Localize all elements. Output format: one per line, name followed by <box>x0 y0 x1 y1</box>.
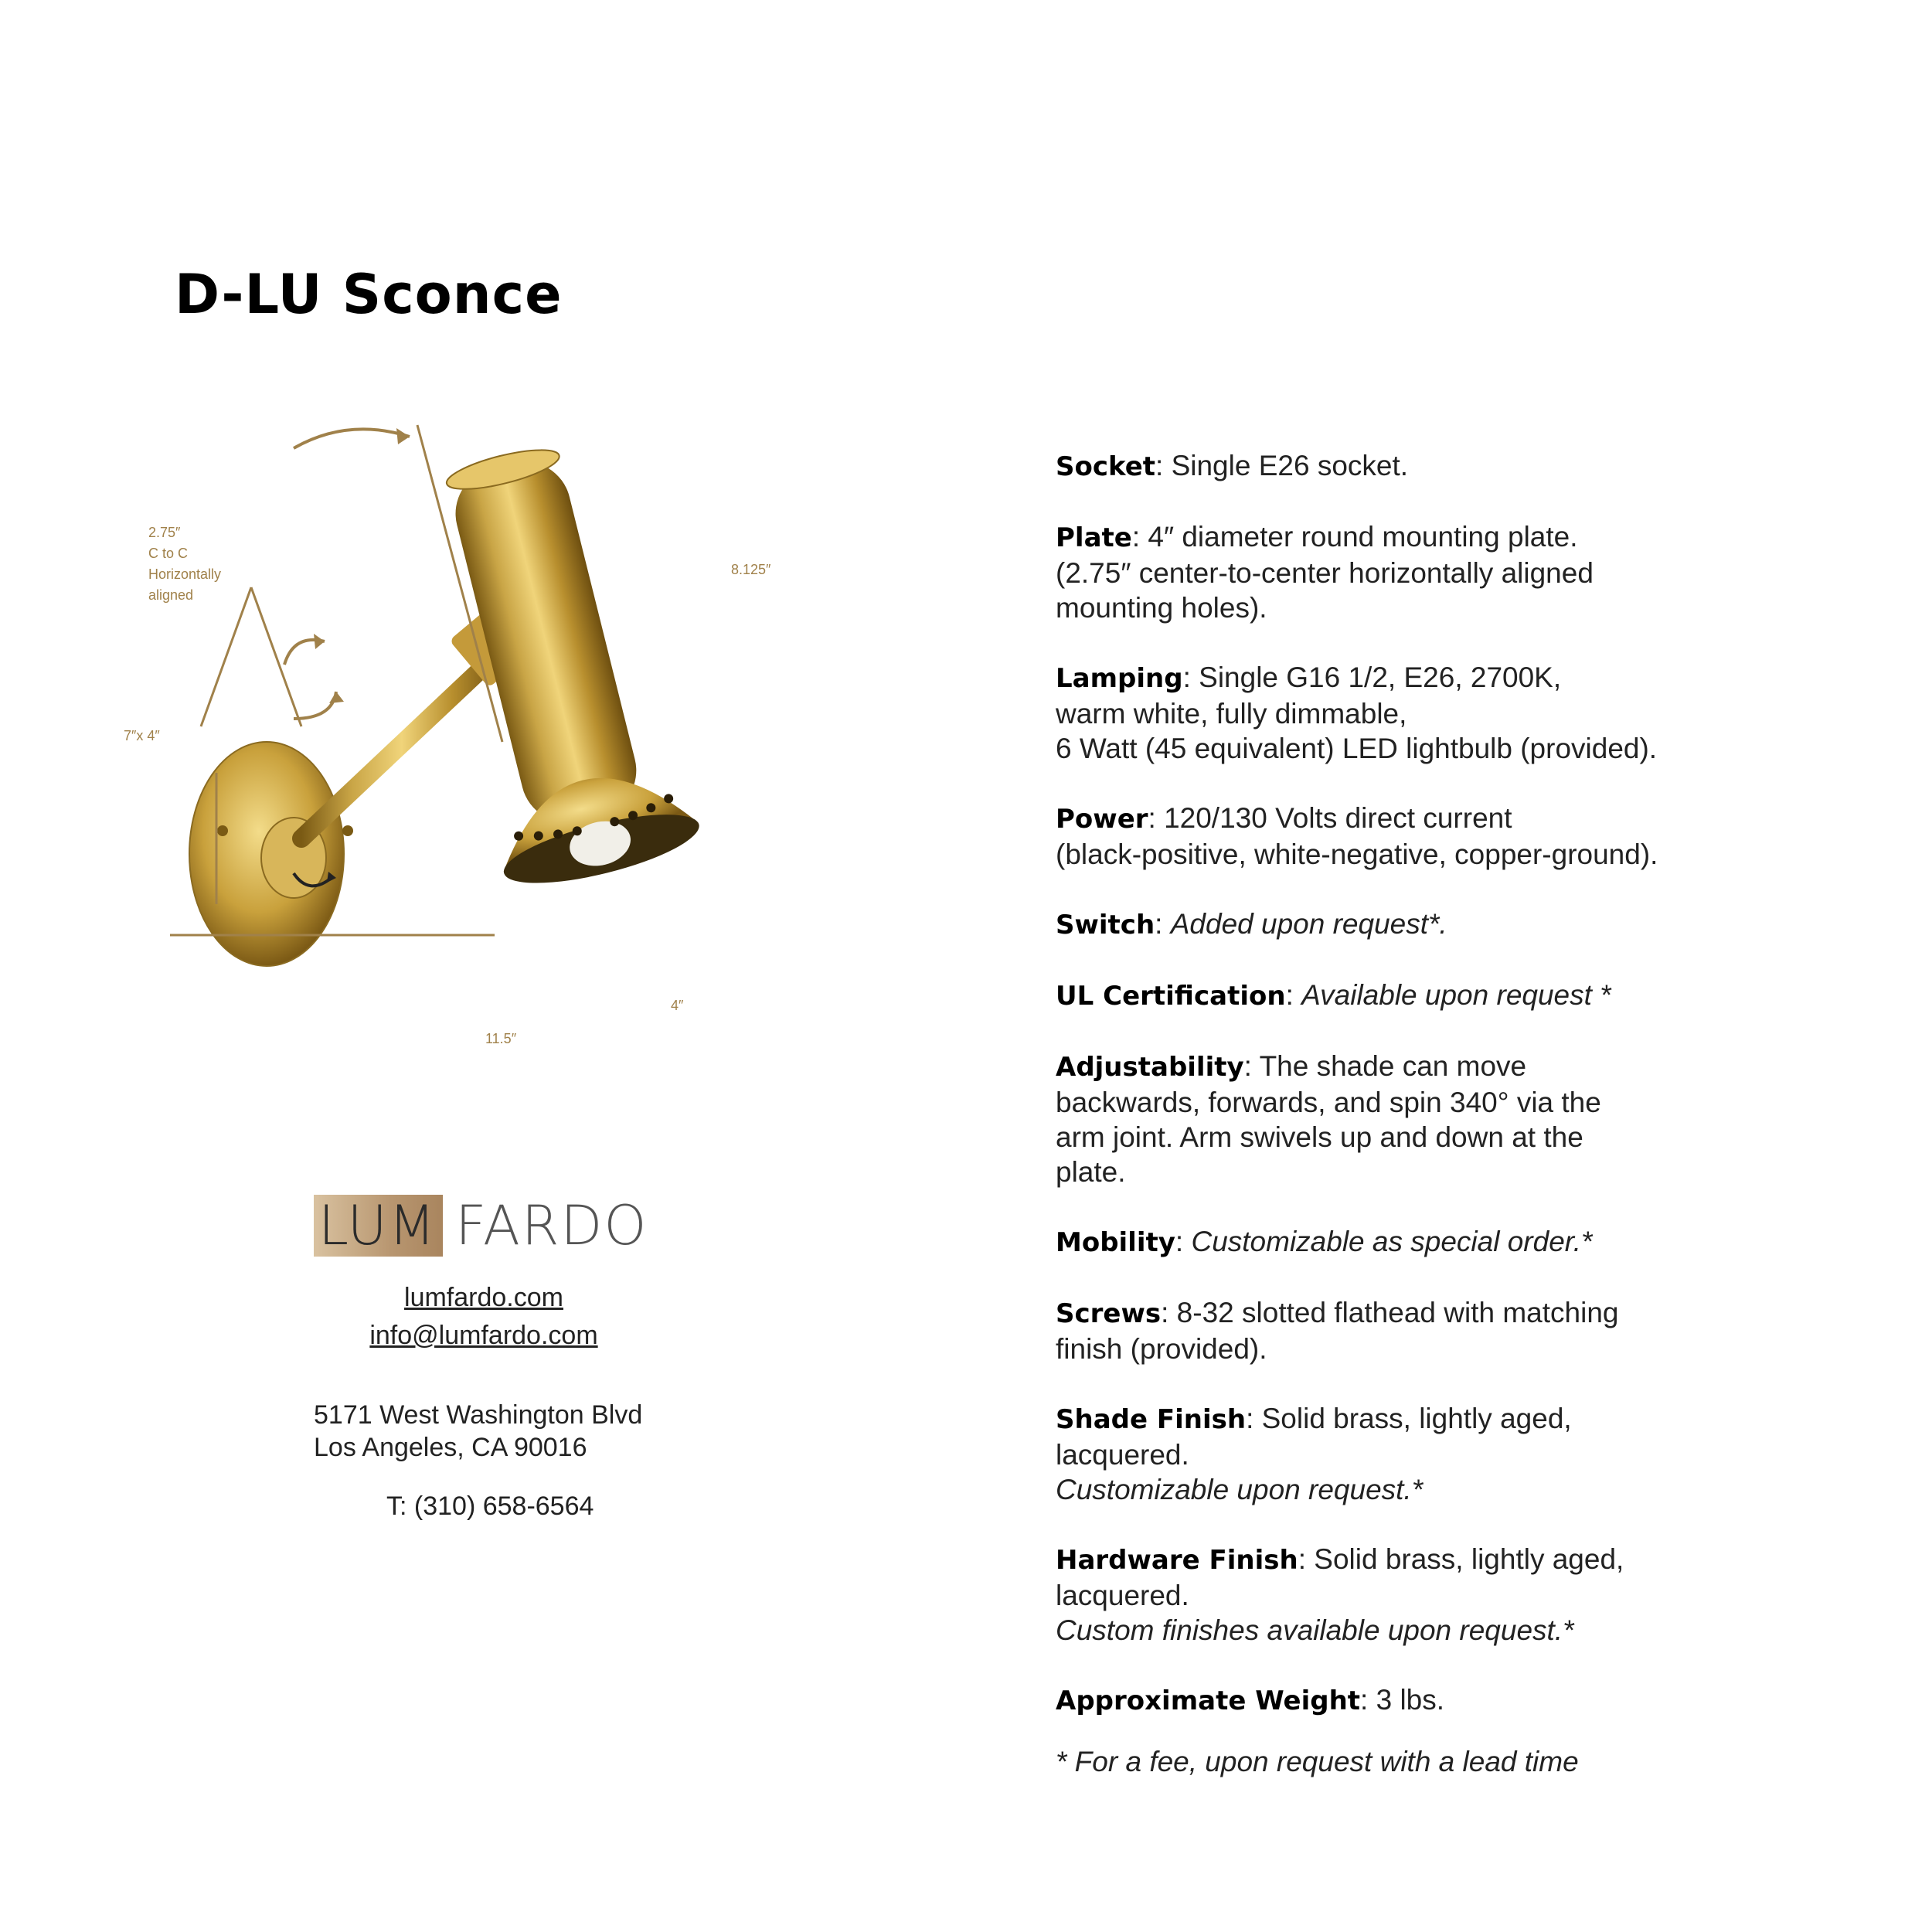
spec-adjustability <box>1056 1049 1674 1189</box>
spec-mobility <box>1056 1224 1674 1260</box>
spec-label: Shade Finish <box>1056 1404 1247 1435</box>
logo-fardo: FARDO <box>455 1194 648 1257</box>
spec-value: : The shade can move <box>1243 1050 1527 1082</box>
plate-spacing-line3: Horizontally <box>148 566 222 582</box>
spec-value: plate. <box>1056 1156 1126 1188</box>
spec-label: Hardware Finish <box>1056 1545 1298 1576</box>
spec-value: lacquered. <box>1056 1439 1189 1471</box>
spec-value: 6 Watt (45 equivalent) LED lightbulb (provided). <box>1056 733 1658 764</box>
spec-value: Added upon request*. <box>1170 908 1447 940</box>
spec-label: Screws <box>1056 1298 1162 1329</box>
spec-value: (2.75″ center-to-center horizontally aligned <box>1056 557 1594 589</box>
spec-switch <box>1056 906 1674 943</box>
email-link[interactable]: info@lumfardo.com <box>369 1321 598 1350</box>
page-title: D-LU Sconce <box>175 263 563 326</box>
spec-note: Customizable upon request.* <box>1056 1474 1423 1505</box>
spec-value: Available upon request * <box>1301 979 1611 1011</box>
spec-label: Approximate Weight <box>1056 1685 1361 1716</box>
spec-value: lacquered. <box>1056 1580 1189 1611</box>
logo-lum: LUM <box>314 1195 443 1257</box>
spec-lamping <box>1056 660 1674 766</box>
shade <box>406 430 705 896</box>
spec-label: Adjustability <box>1056 1052 1244 1083</box>
spec-value: warm white, fully dimmable, <box>1056 698 1407 730</box>
spec-ul-certification <box>1056 978 1674 1014</box>
spec-shade-finish <box>1056 1401 1674 1507</box>
spec-note: Custom finishes available upon request.* <box>1056 1614 1574 1646</box>
website-link[interactable]: lumfardo.com <box>404 1283 563 1312</box>
spec-value: arm joint. Arm swivels up and down at the <box>1056 1121 1583 1153</box>
shade-diameter-label: 4″ <box>671 998 684 1013</box>
spec-power <box>1056 801 1674 872</box>
spec-label: Switch <box>1056 910 1155 940</box>
plate-size-label: 7″x 4″ <box>124 728 160 743</box>
mounting-plate <box>189 742 353 966</box>
spec-hardware-finish <box>1056 1542 1674 1648</box>
plate-spacing-line4: aligned <box>148 587 194 603</box>
plate-spacing-line1: 2.75″ <box>148 525 181 540</box>
spec-colon: : <box>1285 979 1302 1011</box>
spec-value: : 8-32 slotted flathead with matching <box>1161 1297 1619 1328</box>
address-line-2: Los Angeles, CA 90016 <box>314 1433 587 1462</box>
address-line-1: 5171 West Washington Blvd <box>314 1400 643 1430</box>
height-label: 8.125″ <box>731 562 771 577</box>
plate-spacing-line2: C to C <box>148 546 189 561</box>
contact-links <box>314 1283 654 1359</box>
spec-label: Lamping <box>1056 663 1183 694</box>
spec-weight <box>1056 1682 1674 1719</box>
product-diagram <box>124 425 827 1059</box>
rotation-arrows <box>284 429 410 719</box>
spec-screws <box>1056 1295 1674 1366</box>
spec-value: : 120/130 Volts direct current <box>1148 802 1512 834</box>
spec-value: Customizable as special order.* <box>1191 1226 1593 1257</box>
spec-value: : 4″ diameter round mounting plate. <box>1131 521 1578 553</box>
spec-colon: : <box>1175 1226 1192 1257</box>
spec-list <box>1056 448 1674 1814</box>
width-label: 11.5″ <box>485 1031 517 1046</box>
spec-value: mounting holes). <box>1056 592 1267 624</box>
spec-value: (black-positive, white-negative, copper-ground). <box>1056 838 1658 870</box>
phone: T: (310) 658-6564 <box>386 1492 594 1521</box>
spec-value: : Solid brass, lightly aged, <box>1246 1403 1572 1434</box>
spec-value: : Single G16 1/2, E26, 2700K, <box>1182 662 1562 693</box>
spec-value: backwards, forwards, and spin 340° via the <box>1056 1087 1601 1118</box>
spec-value: finish (provided). <box>1056 1333 1267 1365</box>
spec-label: Mobility <box>1056 1227 1175 1258</box>
spec-label: UL Certification <box>1056 981 1286 1012</box>
spec-label: Plate <box>1056 522 1132 553</box>
spec-value: : Single E26 socket. <box>1155 450 1409 481</box>
spec-value: : Solid brass, lightly aged, <box>1298 1543 1624 1575</box>
spec-label: Power <box>1056 804 1148 835</box>
spec-label: Socket <box>1056 451 1156 482</box>
address <box>314 1399 642 1464</box>
spec-socket <box>1056 448 1674 485</box>
brand-logo <box>314 1195 648 1257</box>
spec-plate <box>1056 519 1674 625</box>
spec-colon: : <box>1155 908 1171 940</box>
spec-value: : 3 lbs. <box>1360 1684 1445 1716</box>
footnote: * For a fee, upon request with a lead time <box>1056 1746 1579 1777</box>
